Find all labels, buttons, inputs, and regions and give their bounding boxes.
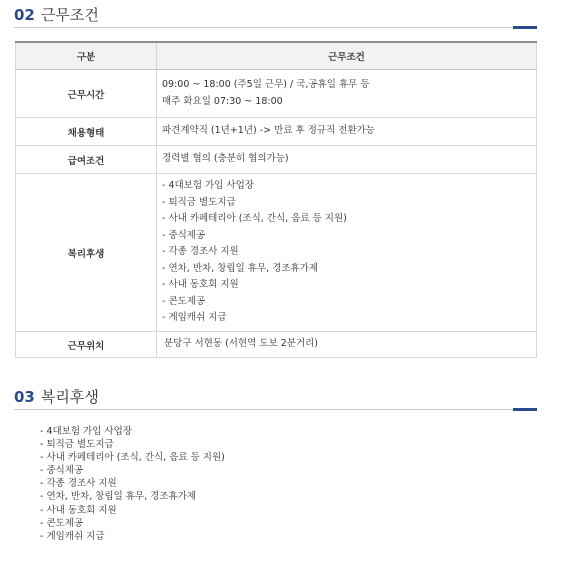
list-item: - 각종 경조사 지원 bbox=[40, 478, 117, 490]
row-value-work-hours bbox=[157, 70, 537, 118]
value-line: - 사내 동호회 지원 bbox=[162, 279, 239, 291]
row-label-location: 근무위치 bbox=[16, 332, 157, 358]
section-divider bbox=[14, 27, 537, 28]
table-row bbox=[16, 70, 537, 118]
value-line: - 게임캐쉬 지급 bbox=[162, 312, 227, 324]
value-line: 경력별 협의 (충분히 협의가능) bbox=[162, 153, 289, 165]
section-heading-work-conditions bbox=[14, 2, 537, 28]
list-item: - 사내 동호회 지원 bbox=[40, 504, 117, 516]
row-label-benefits: 복리후생 bbox=[16, 174, 157, 332]
list-item: - 중식제공 bbox=[40, 465, 84, 477]
table-row bbox=[16, 118, 537, 146]
column-header-category: 구분 bbox=[16, 42, 157, 70]
value-line: - 사내 카페테리아 (조식, 간식, 음료 등 지원) bbox=[162, 213, 347, 225]
section-number: 03 bbox=[14, 388, 35, 406]
list-item: - 4대보험 가입 사업장 bbox=[40, 426, 132, 437]
table-header-row bbox=[16, 42, 537, 70]
divider-accent bbox=[513, 408, 537, 411]
row-label-salary: 급여조건 bbox=[16, 146, 157, 174]
table-row bbox=[16, 174, 537, 332]
list-item: - 게임캐쉬 지급 bbox=[40, 530, 105, 542]
list-item: - 연차, 반차, 창립일 휴무, 경조휴가제 bbox=[40, 491, 197, 503]
list-item: - 사내 카페테리아 (조식, 간식, 음료 등 지원) bbox=[40, 452, 225, 464]
row-value-benefits bbox=[157, 174, 537, 332]
section-title: 근무조건 bbox=[40, 6, 99, 24]
list-item: - 퇴직금 별도지급 bbox=[40, 439, 114, 451]
section-heading-benefits bbox=[14, 384, 537, 410]
divider-accent bbox=[513, 26, 537, 29]
section-title: 복리후생 bbox=[40, 388, 99, 406]
value-line: 파견계약직 (1년+1년) -> 만료 후 정규직 전환가능 bbox=[162, 125, 375, 137]
value-line: - 각종 경조사 지원 bbox=[162, 246, 239, 258]
list-item: - 콘도제공 bbox=[40, 517, 84, 529]
work-conditions-table bbox=[15, 41, 537, 358]
row-label-employment-type: 채용형태 bbox=[16, 118, 157, 146]
row-value-salary bbox=[157, 146, 537, 174]
section-divider bbox=[14, 409, 537, 410]
value-line: - 연차, 반차, 창립일 휴무, 경조휴가제 bbox=[162, 262, 319, 274]
section-number: 02 bbox=[14, 6, 35, 24]
column-header-conditions: 근무조건 bbox=[157, 42, 537, 70]
row-value-employment-type bbox=[157, 118, 537, 146]
benefits-list bbox=[40, 425, 225, 543]
table-row bbox=[16, 146, 537, 174]
value-line: 분당구 서현동 (서현역 도보 2분거리) bbox=[164, 338, 319, 350]
value-line: 09:00 ~ 18:00 (주5일 근무) / 국,공휴일 휴무 등 bbox=[162, 79, 370, 90]
value-line: - 4대보험 가입 사업장 bbox=[162, 180, 254, 192]
row-value-location bbox=[157, 332, 537, 358]
value-line: - 중식제공 bbox=[162, 229, 206, 241]
value-line: - 퇴직금 별도지급 bbox=[162, 196, 236, 208]
value-line: - 콘도제공 bbox=[162, 295, 206, 307]
row-label-work-hours: 근무시간 bbox=[16, 70, 157, 118]
value-line: 매주 화요일 07:30 ~ 18:00 bbox=[162, 95, 283, 107]
table-row bbox=[16, 332, 537, 358]
